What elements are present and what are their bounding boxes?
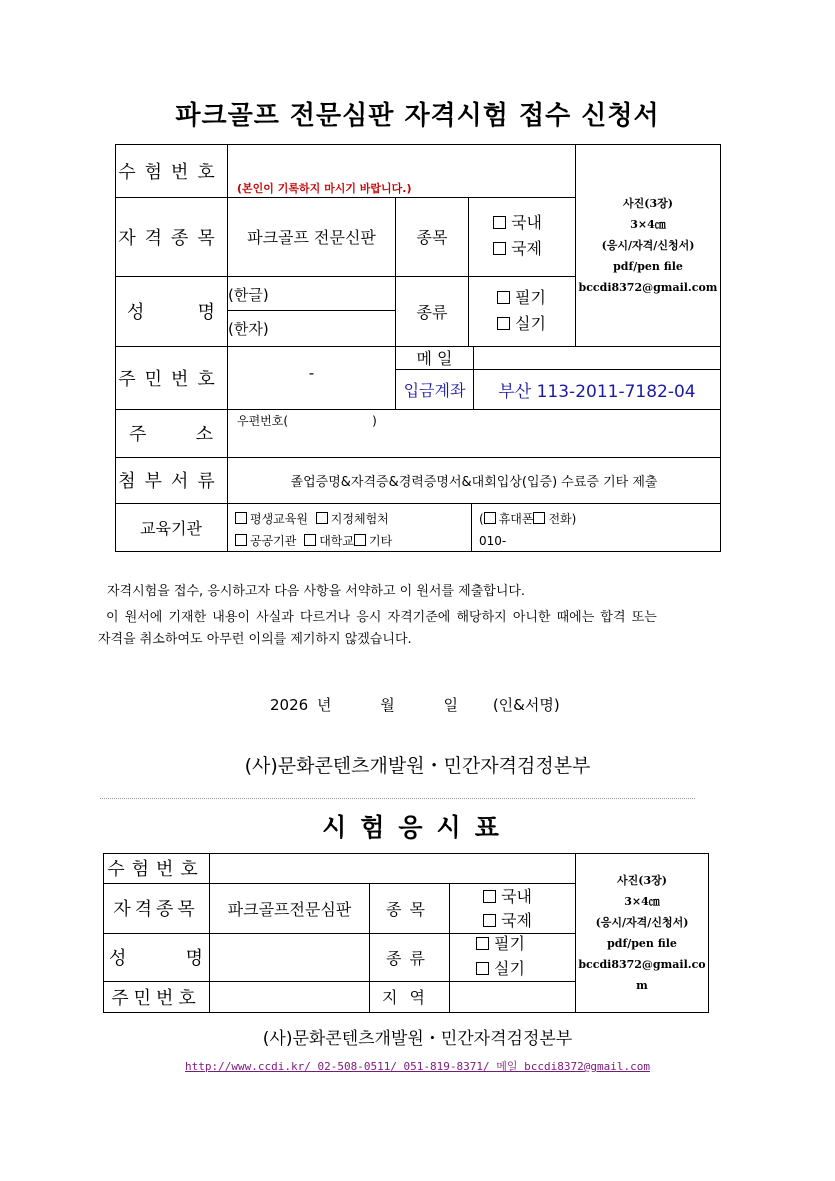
checkbox-icon (304, 534, 316, 546)
checkbox-icon (476, 962, 489, 975)
type-label: 종류 (416, 302, 448, 322)
checkbox-icon (484, 512, 496, 524)
date-day-unit: 일 (443, 696, 459, 714)
documents-value: 졸업증명&자격증&경력증명서&대회입상(입증) 수료증 기타 제출 (290, 474, 658, 490)
cut-line (100, 798, 695, 799)
type-option-written[interactable]: 필기 (497, 285, 546, 311)
edu-option-public[interactable]: 공공기관 (235, 534, 296, 548)
name-hanja-field[interactable]: (한자) (228, 320, 269, 338)
ticket-photo-line-2: 3×4㎝ (624, 894, 660, 908)
organization-name: (사)문화콘텐츠개발원・민간자격검정본부 (244, 755, 591, 777)
deposit-account: 부산 113-2011-7182-04 (498, 382, 696, 402)
phone-option-landline[interactable]: 전화) (533, 512, 576, 526)
date-year-unit: 년 (316, 696, 332, 714)
edu-option-other[interactable]: 기타 (354, 534, 392, 548)
qualification-value: 파크골프 전문신판 (247, 228, 376, 247)
education-options (235, 508, 392, 552)
ticket-photo-line-1: 사진(3장) (617, 873, 667, 887)
checkbox-icon (497, 317, 510, 330)
exam-number-note: (본인이 기록하지 마시기 바랍니다.) (237, 182, 412, 195)
address-label: 주 소 (129, 424, 213, 445)
application-form (115, 144, 721, 552)
ticket-type-practical[interactable]: 실기 (476, 956, 525, 981)
ticket-rrn-label: 주민번호 (111, 987, 201, 1009)
ticket-event-label: 종목 (386, 899, 433, 919)
checkbox-icon (497, 291, 510, 304)
photo-line-4: pdf/pen file (613, 259, 683, 273)
edu-option-designated[interactable]: 지정체험처 (316, 512, 389, 526)
rrn-field[interactable]: - (308, 363, 315, 382)
phone-option-mobile[interactable]: 휴대폰 (484, 512, 534, 526)
postal-code-field[interactable]: 우편번호( ) (237, 414, 377, 428)
checkbox-icon (235, 512, 247, 524)
exam-number-label: 수험번호 (118, 161, 224, 183)
photo-box (576, 144, 720, 346)
event-label: 종목 (416, 228, 448, 247)
signature-label: (인&서명) (492, 696, 560, 714)
edu-option-university[interactable]: 대학교 (304, 534, 354, 548)
checkbox-icon (235, 534, 247, 546)
deposit-label: 입금계좌 (403, 381, 466, 400)
email-label: 메 일 (416, 349, 453, 368)
ticket-type-written[interactable]: 필기 (476, 931, 525, 956)
ticket-photo-line-5: bccdi8372@gmail.co (578, 957, 706, 971)
phone-field[interactable]: 010- (479, 534, 507, 548)
date-line (270, 694, 560, 715)
date-month-unit: 월 (380, 696, 395, 714)
type-options (497, 285, 546, 337)
checkbox-icon (354, 534, 366, 546)
ticket-type-options (476, 931, 525, 981)
photo-line-3: (응시/자격/신청서) (601, 238, 695, 252)
ticket-event-domestic[interactable]: 국내 (483, 885, 532, 909)
ticket-photo-line-6: m (636, 978, 648, 992)
event-option-international[interactable]: 국제 (493, 236, 542, 262)
checkbox-icon (493, 242, 506, 255)
exam-ticket-title: 시험응시표 (322, 813, 513, 842)
pledge-line-1: 자격시험을 접수, 응시하고자 다음 사항을 서약하고 이 원서를 제출합니다. (107, 584, 526, 599)
rrn-label: 주민번호 (118, 368, 224, 390)
ticket-event-options (483, 885, 532, 933)
ticket-type-label: 종류 (386, 948, 433, 968)
documents-label: 첨부서류 (118, 471, 224, 492)
phone-options: ( 휴대폰 전화) 010- (479, 508, 576, 552)
ticket-qualification-label: 자격종목 (113, 899, 199, 920)
checkbox-icon (533, 512, 545, 524)
edu-option-lifelong[interactable]: 평생교육원 (235, 512, 308, 526)
checkbox-icon (483, 890, 496, 903)
email-field[interactable] (474, 347, 720, 369)
checkbox-icon (493, 216, 506, 229)
event-options (493, 210, 542, 262)
photo-line-5: bccdi8372@gmail.com (578, 280, 718, 294)
ticket-photo-line-4: pdf/pen file (607, 936, 677, 950)
photo-line-1: 사진(3장) (623, 196, 673, 210)
checkbox-icon (483, 914, 496, 927)
ticket-photo-box (576, 853, 708, 1012)
name-label: 성 명 (127, 302, 215, 323)
name-korean-field[interactable]: (한글) (228, 286, 269, 304)
ticket-exam-number-label: 수험번호 (107, 859, 205, 880)
ticket-photo-line-3: (응시/자격/신청서) (595, 915, 689, 929)
footer-organization: (사)문화콘텐츠개발원・민간자격검정본부 (262, 1029, 573, 1049)
checkbox-icon (476, 937, 489, 950)
ticket-event-international[interactable]: 국제 (483, 909, 532, 933)
checkbox-icon (316, 512, 328, 524)
ticket-name-label: 성 명 (109, 948, 203, 969)
exam-ticket (103, 853, 709, 1013)
education-label: 교육기관 (140, 518, 202, 538)
ticket-region-label: 지역 (382, 988, 437, 1007)
event-option-domestic[interactable]: 국내 (493, 210, 542, 236)
page-title: 파크골프 전문심판 자격시험 접수 신청서 (175, 101, 660, 131)
pledge-line-3: 자격을 취소하여도 아무런 이의를 제기하지 않겠습니다. (98, 632, 412, 647)
qualification-label: 자격종목 (118, 227, 224, 249)
pledge-line-2: 이 원서에 기재한 내용이 사실과 다르거나 응시 자격기준에 해당하지 아니한 때에는 합격 또는 (106, 610, 657, 625)
date-year: 2026 (270, 696, 309, 714)
photo-line-2: 3×4㎝ (630, 217, 666, 231)
type-option-practical[interactable]: 실기 (497, 311, 546, 337)
footer-contact-link[interactable]: http://www.ccdi.kr/ 02-508-0511/ 051-819-8371/ 메일 bccdi8372@gmail.com (185, 1060, 650, 1073)
ticket-qualification-value: 파크골프전문심판 (227, 899, 352, 919)
